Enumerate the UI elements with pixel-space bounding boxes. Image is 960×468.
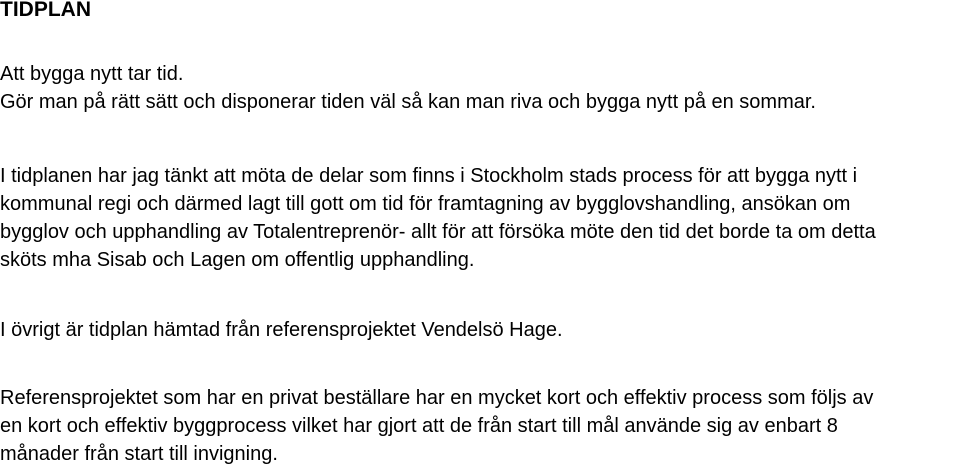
paragraph-line: Gör man på rätt sätt och disponerar tiden väl så kan man riva och bygga nytt på en sommar.	[0, 91, 816, 113]
paragraph-line: I övrigt är tidplan hämtad från referensprojektet Vendelsö Hage.	[0, 319, 563, 341]
paragraph-line: Referensprojektet som har en privat beställare har en mycket kort och effektiv process som följs av	[0, 387, 874, 409]
paragraph-reference	[0, 316, 563, 344]
paragraph-intro	[0, 60, 816, 116]
page-title: TIDPLAN	[0, 0, 91, 21]
paragraph-line: I tidplanen har jag tänkt att möta de delar som finns i Stockholm stads process för att bygga nytt i	[0, 165, 858, 187]
paragraph-line: Att bygga nytt tar tid.	[0, 63, 184, 85]
paragraph-reference-project	[0, 384, 873, 468]
paragraph-line: en kort och effektiv byggprocess vilket har gjort att de från start till mål använde sig av enbart 8	[0, 415, 838, 437]
paragraph-line: månader från start till invigning.	[0, 443, 278, 465]
paragraph-process	[0, 162, 876, 274]
paragraph-line: kommunal regi och därmed lagt till gott om tid för framtagning av bygglovshandling, ansökan om	[0, 193, 851, 215]
paragraph-line: sköts mha Sisab och Lagen om offentlig upphandling.	[0, 249, 475, 271]
paragraph-line: bygglov och upphandling av Totalentreprenör- allt för att försöka möte den tid det borde ta om detta	[0, 221, 876, 243]
